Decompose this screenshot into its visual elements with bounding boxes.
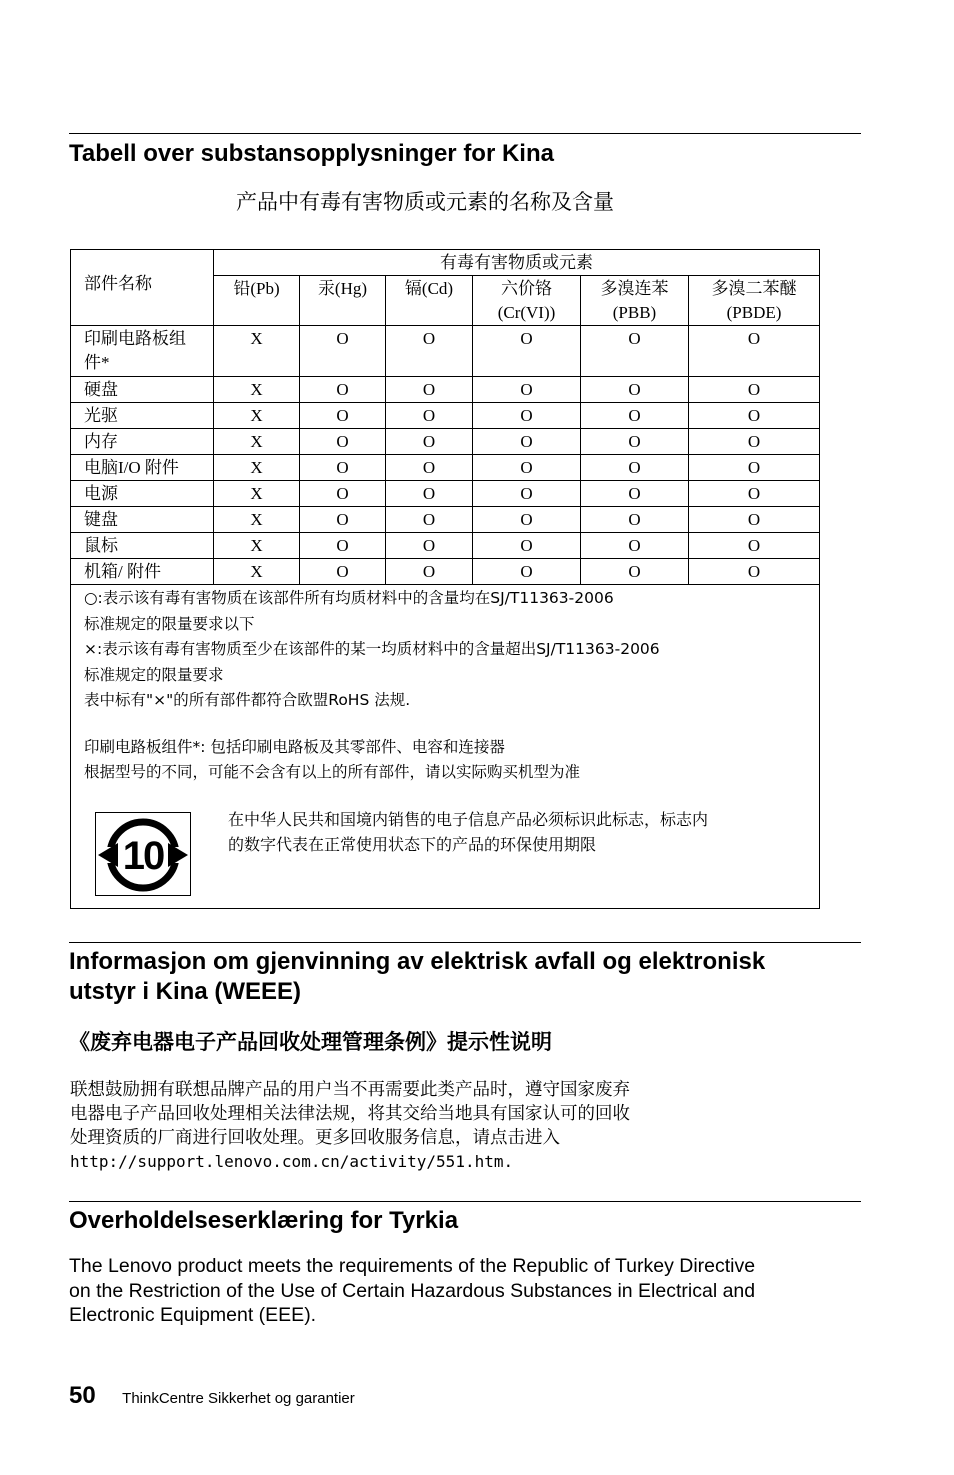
weee-line: 联想鼓励拥有联想品牌产品的用户当不再需要此类产品时，遵守国家废弃 [70,1080,630,1100]
substance-value-cell: O [386,533,473,559]
substance-value-cell: O [473,533,581,559]
substance-value-cell: O [300,533,386,559]
page-number: 50 [69,1382,96,1409]
section-heading-weee: Informasjon om gjenvinning av elektrisk avfall og elektronisk utstyr i Kina (WEEE) [69,948,766,1005]
efup-text-line: 在中华人民共和国境内销售的电子信息产品必须标识此标志，标志内 [228,809,709,829]
substance-value-cell: O [300,429,386,455]
section-rule [69,1201,861,1202]
substance-value-cell: O [300,377,386,403]
substance-value-cell: O [581,403,689,429]
substance-value-cell: O [300,481,386,507]
substance-value-cell: O [581,481,689,507]
note-line: 印刷电路板组件*: 包括印刷电路板及其零部件、电容和连接器 [84,737,505,756]
substance-value-cell: O [386,403,473,429]
table-notes [71,585,819,786]
substance-value-cell: O [473,326,581,377]
document-title: ThinkCentre Sikkerhet og garantier [122,1390,355,1407]
efup-logo-row [71,786,819,908]
substance-value-cell: X [214,429,300,455]
weee-notice-cn [70,1078,630,1174]
note-line: ○:表示该有毒有害物质在该部件所有均质材料中的含量均在SJ/T11363-2006 [84,589,614,607]
substance-value-cell: O [386,326,473,377]
substance-value-cell: O [581,533,689,559]
part-name-cell: 印刷电路板组 件* [71,326,214,377]
table-row [71,326,820,377]
efup-number: 10 [122,833,164,878]
substance-value-cell: X [214,455,300,481]
substance-value-cell: O [386,377,473,403]
substance-value-cell: O [581,559,689,585]
substance-value-cell: O [473,377,581,403]
body-line: Electronic Equipment (EEE). [69,1304,317,1326]
substance-value-cell: X [214,377,300,403]
table-notes-cell [71,585,820,909]
section-rule [69,133,861,134]
section-heading-turkey: Overholdelseserklæring for Tyrkia [69,1207,459,1234]
recycle-arrows-icon [96,813,190,895]
table-body [71,326,820,585]
table-row [71,455,820,481]
table-title-cn: 产品中有毒有害物质或元素的名称及含量 [236,190,614,214]
substance-value-cell: X [214,533,300,559]
substance-value-cell: O [386,429,473,455]
substance-value-cell: X [214,559,300,585]
substance-value-cell: O [386,481,473,507]
body-line: The Lenovo product meets the requirements of the Republic of Turkey Directive [69,1255,756,1277]
substance-value-cell: O [386,507,473,533]
substance-value-cell: O [300,403,386,429]
header-substance-hg: 汞(Hg) [300,276,386,326]
substance-value-cell: X [214,326,300,377]
note-line: 表中标有"×"的所有部件都符合欧盟RoHS 法规. [84,691,411,709]
substance-value-cell: O [581,429,689,455]
substance-value-cell: O [689,403,820,429]
body-line: on the Restriction of the Use of Certain Hazardous Substances in Electrical and [69,1279,756,1302]
substance-value-cell: O [300,559,386,585]
efup-text-line: 的数字代表在正常使用状态下的产品的环保使用期限 [228,834,597,854]
substance-value-cell: O [581,455,689,481]
substance-value-cell: O [581,377,689,403]
substance-value-cell: O [386,455,473,481]
substance-value-cell: O [689,455,820,481]
substance-value-cell: O [300,326,386,377]
substance-value-cell: O [689,559,820,585]
weee-line: 处理资质的厂商进行回收处理。更多回收服务信息，请点击进入 [70,1128,560,1148]
substance-value-cell: X [214,507,300,533]
efup-description [228,807,708,857]
header-substance-cr: 六价铬 (Cr(VI)) [473,276,581,326]
substance-value-cell: O [689,507,820,533]
table-row [71,429,820,455]
header-substance-pbde: 多溴二苯醚 (PBDE) [689,276,820,326]
substance-value-cell: O [300,455,386,481]
table-row [71,403,820,429]
substance-value-cell: O [473,455,581,481]
part-name-cell: 电脑I/O 附件 [71,455,214,481]
table-row [71,507,820,533]
substance-value-cell: O [581,507,689,533]
note-line: 标准规定的限量要求 [84,665,224,684]
note-line: ×:表示该有毒有害物质至少在该部件的某一均质材料中的含量超出SJ/T11363-2006 [84,640,660,658]
part-name-cell: 内存 [71,429,214,455]
substance-value-cell: O [386,559,473,585]
substance-value-cell: O [473,403,581,429]
part-name-cell: 鼠标 [71,533,214,559]
weee-title-cn: 《废弃电器电子产品回收处理管理条例》提示性说明 [69,1030,552,1054]
table-row [71,559,820,585]
table-row [71,481,820,507]
header-parts-name: 部件名称 [71,250,214,326]
substance-value-cell: O [473,481,581,507]
weee-url-link[interactable]: http://support.lenovo.com.cn/activity/551.htm. [70,1152,514,1171]
part-name-cell: 光驱 [71,403,214,429]
efup-10-logo [95,812,191,896]
note-line: 根据型号的不同，可能不会含有以上的所有部件，请以实际购买机型为准 [84,763,581,781]
turkey-compliance-text [69,1254,859,1328]
substance-value-cell: O [581,326,689,377]
header-substance-cd: 镉(Cd) [386,276,473,326]
substance-value-cell: O [689,533,820,559]
part-name-cell: 电源 [71,481,214,507]
section-heading-china-substance: Tabell over substansopplysninger for Kina [69,140,554,167]
table-notes-row [71,585,820,909]
substance-value-cell: O [689,377,820,403]
page-footer [69,1382,355,1410]
substance-value-cell: O [473,429,581,455]
table-row [71,377,820,403]
weee-line: 电器电子产品回收处理相关法律法规，将其交给当地具有国家认可的回收 [70,1104,630,1124]
header-substance-group: 有毒有害物质或元素 [214,250,820,276]
table-header-row [71,250,820,276]
substance-value-cell: O [689,481,820,507]
header-substance-pbb: 多溴连苯 (PBB) [581,276,689,326]
part-name-cell: 机箱/ 附件 [71,559,214,585]
substance-value-cell: O [689,326,820,377]
substance-value-cell: O [300,507,386,533]
table-row [71,533,820,559]
substance-value-cell: O [473,559,581,585]
part-name-cell: 硬盘 [71,377,214,403]
part-name-cell: 键盘 [71,507,214,533]
substance-value-cell: X [214,481,300,507]
note-line: 标准规定的限量要求以下 [84,614,255,633]
substance-value-cell: X [214,403,300,429]
substance-value-cell: O [473,507,581,533]
header-substance-pb: 铅(Pb) [214,276,300,326]
substance-table [70,249,820,909]
substance-value-cell: O [689,429,820,455]
section-rule [69,942,861,943]
